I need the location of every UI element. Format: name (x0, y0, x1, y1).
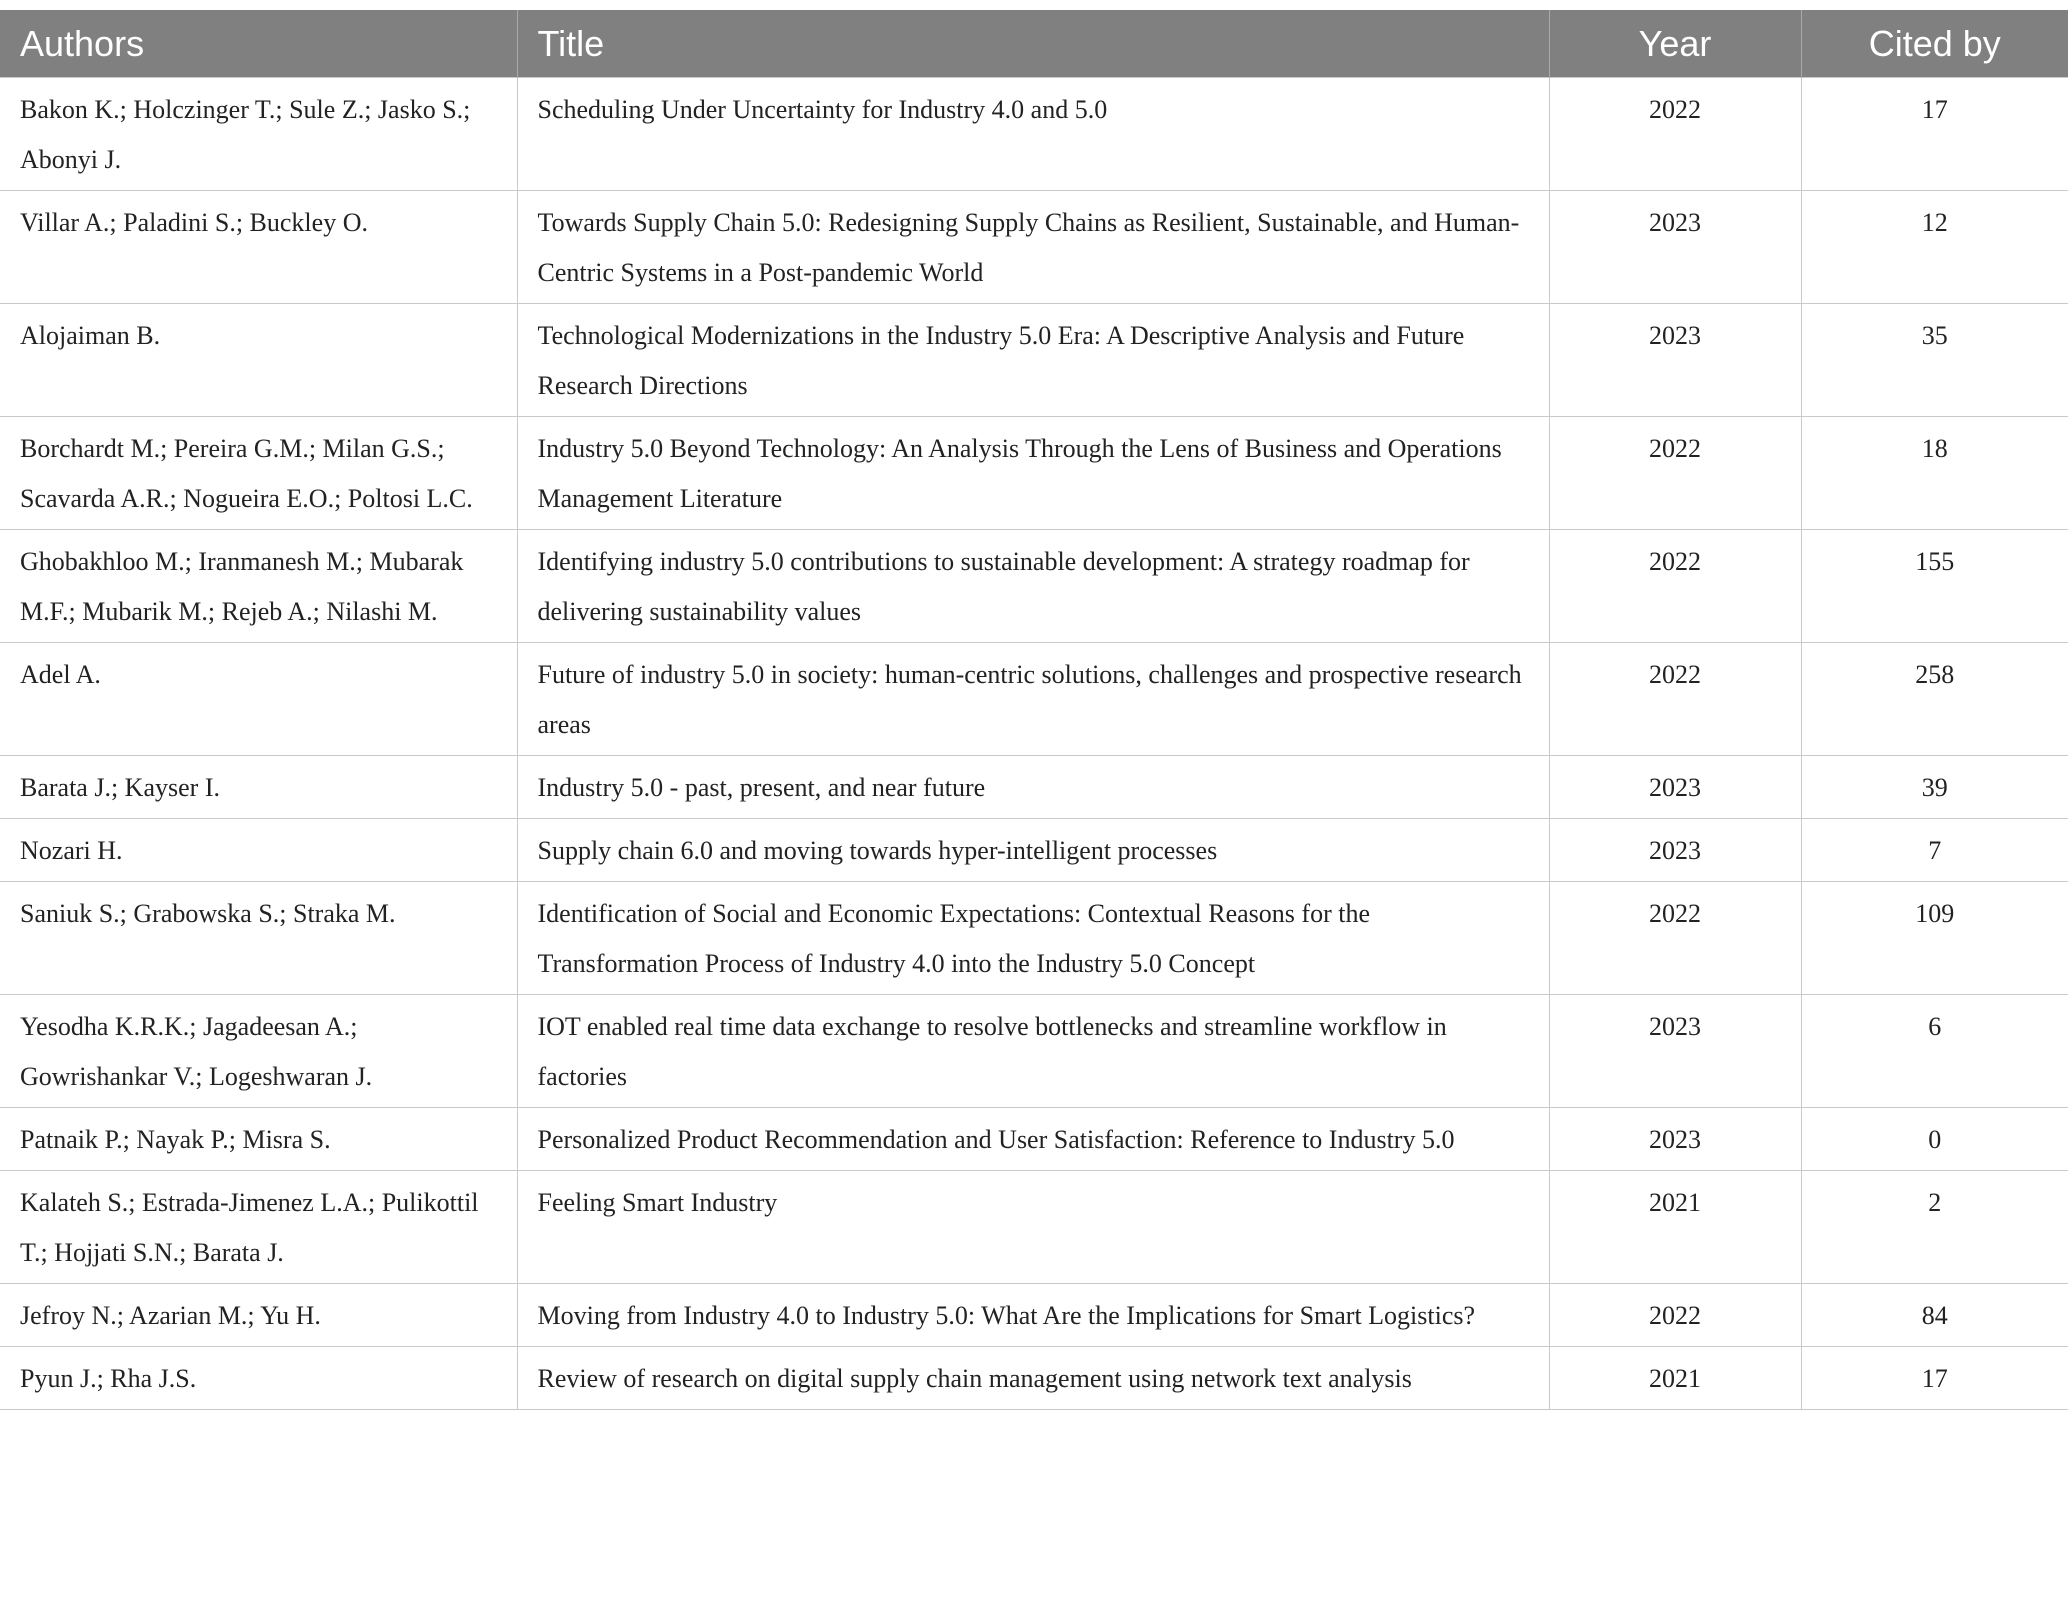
table-row (0, 1171, 2068, 1284)
table-row (0, 643, 2068, 756)
cell-cited-by: 84 (1801, 1284, 2068, 1347)
header-row (0, 10, 2068, 78)
table-row (0, 819, 2068, 882)
header-year: Year (1549, 10, 1801, 78)
cell-authors: Patnaik P.; Nayak P.; Misra S. (0, 1108, 517, 1171)
cell-authors: Ghobakhloo M.; Iranmanesh M.; Mubarak M.F.; Mubarik M.; Rejeb A.; Nilashi M. (0, 530, 517, 643)
cell-cited-by: 258 (1801, 643, 2068, 756)
cell-title: Industry 5.0 Beyond Technology: An Analysis Through the Lens of Business and Operations Management Literature (517, 417, 1549, 530)
cell-authors: Barata J.; Kayser I. (0, 756, 517, 819)
cell-cited-by: 39 (1801, 756, 2068, 819)
cell-title: Personalized Product Recommendation and User Satisfaction: Reference to Industry 5.0 (517, 1108, 1549, 1171)
cell-authors: Yesodha K.R.K.; Jagadeesan A.; Gowrishankar V.; Logeshwaran J. (0, 995, 517, 1108)
table-row (0, 78, 2068, 191)
cell-cited-by: 6 (1801, 995, 2068, 1108)
cell-title: Technological Modernizations in the Industry 5.0 Era: A Descriptive Analysis and Future Research Directions (517, 304, 1549, 417)
cell-authors: Villar A.; Paladini S.; Buckley O. (0, 191, 517, 304)
cell-authors: Nozari H. (0, 819, 517, 882)
cell-title: Industry 5.0 - past, present, and near future (517, 756, 1549, 819)
table-row (0, 1347, 2068, 1410)
cell-year: 2023 (1549, 756, 1801, 819)
cell-cited-by: 0 (1801, 1108, 2068, 1171)
cell-cited-by: 12 (1801, 191, 2068, 304)
table-row (0, 417, 2068, 530)
cell-title: Review of research on digital supply chain management using network text analysis (517, 1347, 1549, 1410)
table-row (0, 756, 2068, 819)
cell-title: Future of industry 5.0 in society: human-centric solutions, challenges and prospective research areas (517, 643, 1549, 756)
cell-year: 2021 (1549, 1347, 1801, 1410)
cell-title: Towards Supply Chain 5.0: Redesigning Supply Chains as Resilient, Sustainable, and Human-Centric Systems in a Post-pandemic World (517, 191, 1549, 304)
cell-year: 2022 (1549, 1284, 1801, 1347)
cell-year: 2023 (1549, 1108, 1801, 1171)
cell-year: 2022 (1549, 78, 1801, 191)
cell-authors: Saniuk S.; Grabowska S.; Straka M. (0, 882, 517, 995)
cell-authors: Alojaiman B. (0, 304, 517, 417)
cell-title: Scheduling Under Uncertainty for Industry 4.0 and 5.0 (517, 78, 1549, 191)
table-row (0, 191, 2068, 304)
cell-title: Identification of Social and Economic Expectations: Contextual Reasons for the Transformation Process of Industry 4.0 into the Industry 5.0 Concept (517, 882, 1549, 995)
cell-year: 2023 (1549, 995, 1801, 1108)
cell-cited-by: 109 (1801, 882, 2068, 995)
cell-cited-by: 35 (1801, 304, 2068, 417)
cell-authors: Borchardt M.; Pereira G.M.; Milan G.S.; Scavarda A.R.; Nogueira E.O.; Poltosi L.C. (0, 417, 517, 530)
cell-year: 2022 (1549, 530, 1801, 643)
cell-cited-by: 2 (1801, 1171, 2068, 1284)
cell-cited-by: 17 (1801, 1347, 2068, 1410)
header-authors: Authors (0, 10, 517, 78)
table-row (0, 1284, 2068, 1347)
table-row (0, 995, 2068, 1108)
table-row (0, 882, 2068, 995)
cell-title: Feeling Smart Industry (517, 1171, 1549, 1284)
cell-authors: Kalateh S.; Estrada-Jimenez L.A.; Pulikottil T.; Hojjati S.N.; Barata J. (0, 1171, 517, 1284)
cell-authors: Pyun J.; Rha J.S. (0, 1347, 517, 1410)
cell-year: 2022 (1549, 417, 1801, 530)
header-title: Title (517, 10, 1549, 78)
cell-year: 2023 (1549, 819, 1801, 882)
table-row (0, 304, 2068, 417)
cell-title: Supply chain 6.0 and moving towards hyper-intelligent processes (517, 819, 1549, 882)
cell-title: Moving from Industry 4.0 to Industry 5.0: What Are the Implications for Smart Logistics? (517, 1284, 1549, 1347)
cell-year: 2023 (1549, 191, 1801, 304)
cell-cited-by: 7 (1801, 819, 2068, 882)
cell-cited-by: 155 (1801, 530, 2068, 643)
table-row (0, 530, 2068, 643)
cell-cited-by: 18 (1801, 417, 2068, 530)
cell-year: 2022 (1549, 882, 1801, 995)
cell-cited-by: 17 (1801, 78, 2068, 191)
cell-authors: Bakon K.; Holczinger T.; Sule Z.; Jasko S.; Abonyi J. (0, 78, 517, 191)
cell-authors: Jefroy N.; Azarian M.; Yu H. (0, 1284, 517, 1347)
cell-year: 2023 (1549, 304, 1801, 417)
cell-title: IOT enabled real time data exchange to resolve bottlenecks and streamline workflow in factories (517, 995, 1549, 1108)
publications-table (0, 10, 2068, 1410)
table-row (0, 1108, 2068, 1171)
table-body (0, 78, 2068, 1410)
cell-authors: Adel A. (0, 643, 517, 756)
header-cited-by: Cited by (1801, 10, 2068, 78)
cell-year: 2021 (1549, 1171, 1801, 1284)
cell-title: Identifying industry 5.0 contributions to sustainable development: A strategy roadmap for delivering sustainability values (517, 530, 1549, 643)
cell-year: 2022 (1549, 643, 1801, 756)
table-header (0, 10, 2068, 78)
